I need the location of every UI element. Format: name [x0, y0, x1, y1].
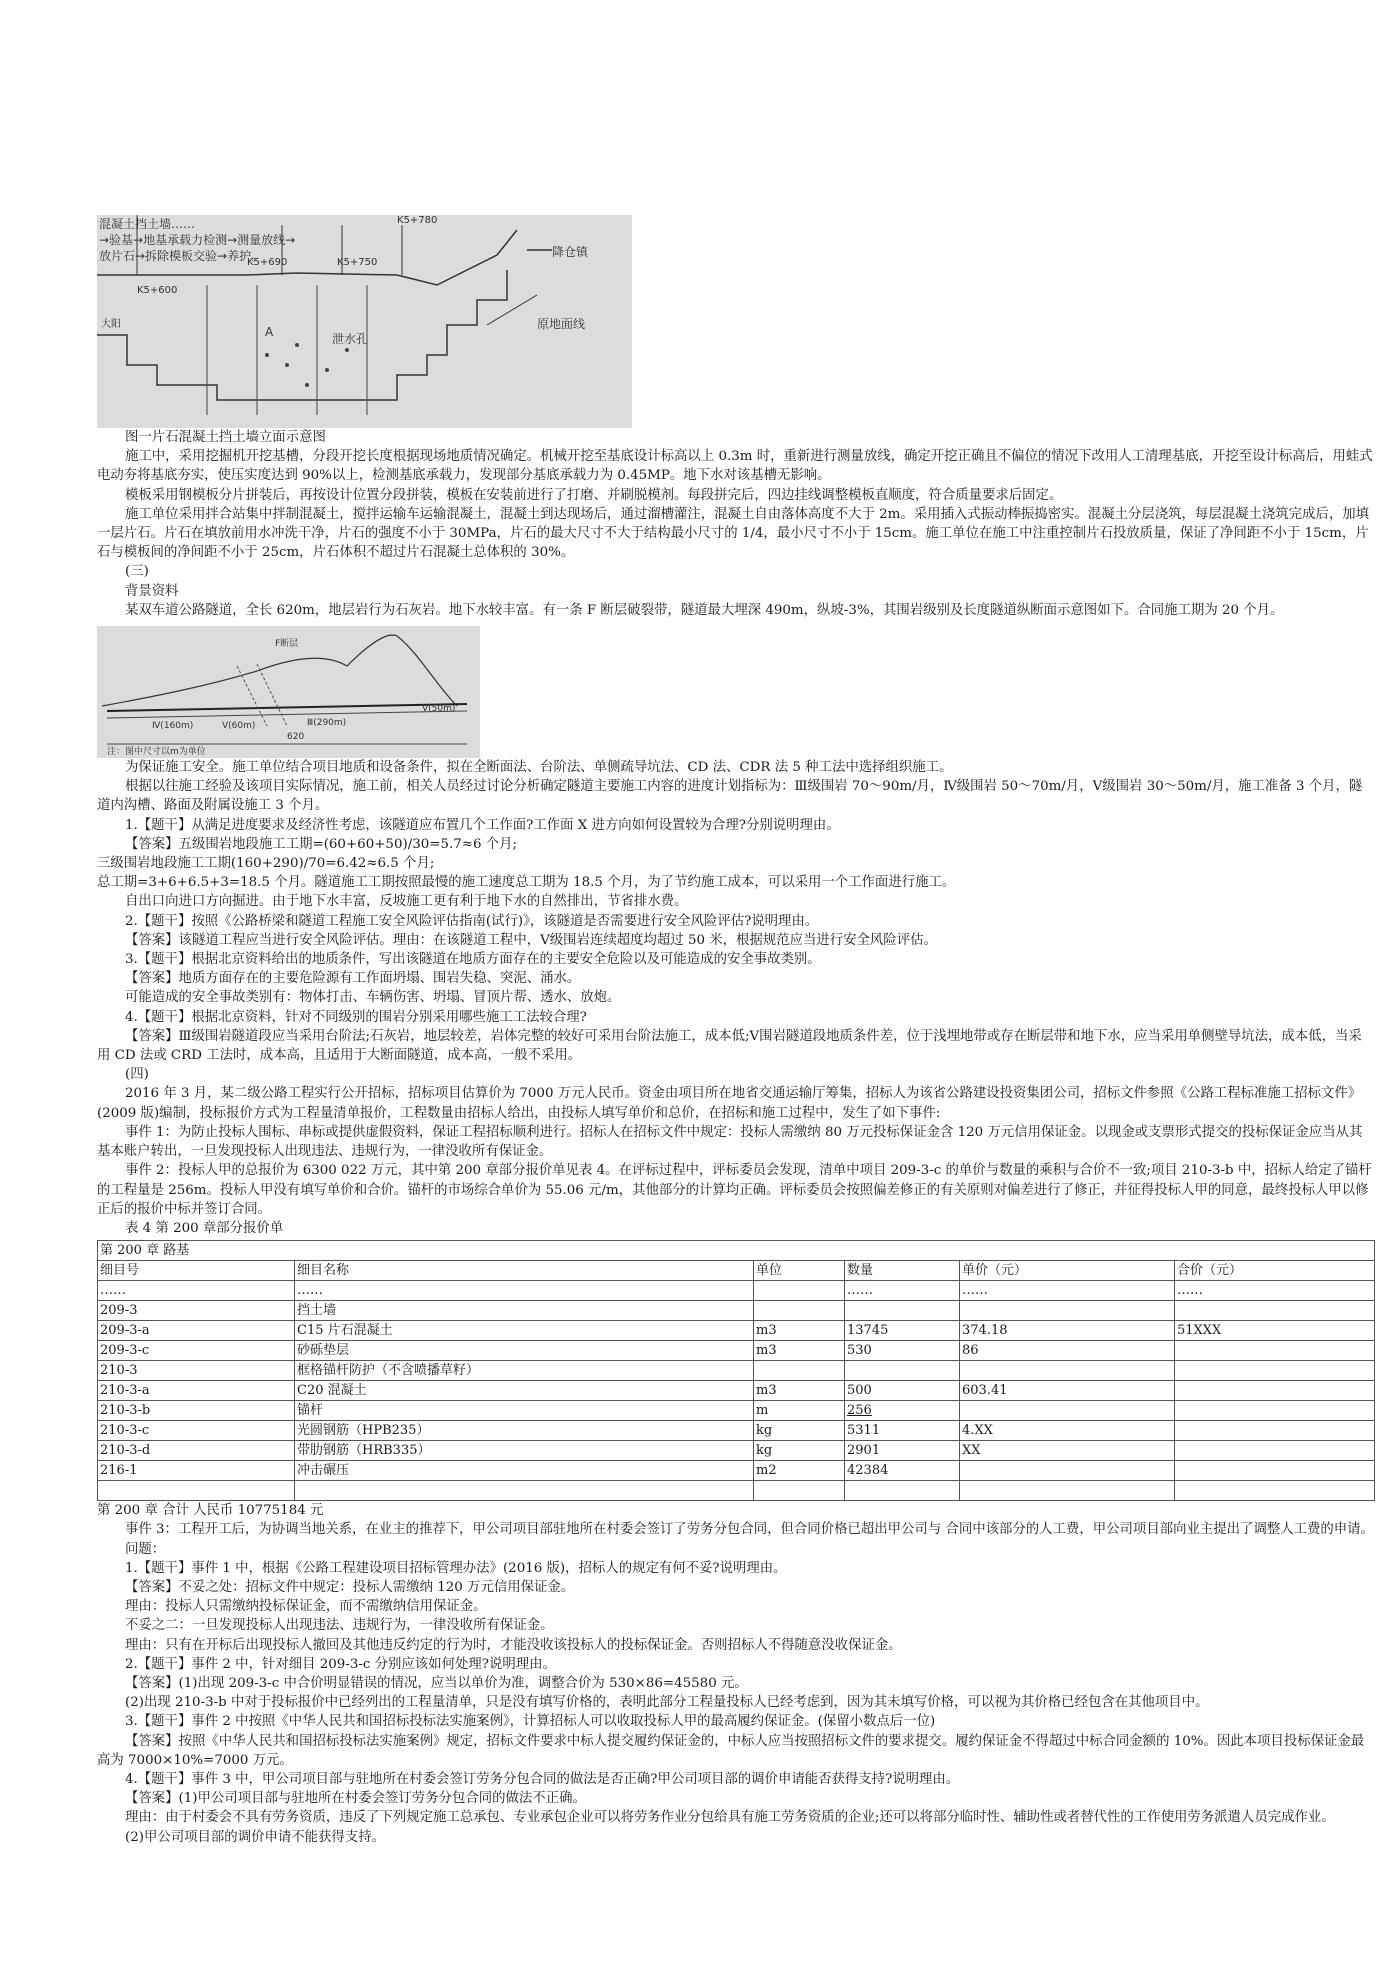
table-cell: kg	[754, 1441, 845, 1461]
west-label: 大阳	[101, 319, 121, 330]
table-cell	[1175, 1301, 1375, 1321]
answer: 【答案】(1)出现 209-3-c 中合价明显错误的情况，应当以单价为准，调整合价为 530×86=45580 元。	[125, 1675, 748, 1691]
grade-iv-label: Ⅳ(160m)	[152, 721, 194, 732]
drain-hole-label: 泄水孔	[332, 332, 369, 346]
question: 2.【题干】事件 2 中，针对细目 209-3-c 分别应该如何处理?说明理由。	[125, 1656, 556, 1672]
table-cell: 挡土墙	[295, 1301, 754, 1321]
station-label-2: K5+690	[247, 257, 288, 268]
answer-line: 总工期=3+6+6.5+3=18.5 个月。隧道施工工期按照最慢的施工速度总工期为 18.5 个月，为了节约施工成本，可以采用一个工作面进行施工。	[97, 875, 956, 891]
table-cell	[960, 1361, 1175, 1381]
table-cell: 210-3-d	[98, 1441, 295, 1461]
table-cell: 2901	[845, 1441, 960, 1461]
table-cell: ……	[1175, 1281, 1375, 1301]
paragraph: 事件 1：为防止投标人围标、串标或提供虚假资料，保证工程招标顺利进行。招标人在招标文件中规定：投标人需缴纳 80 万元投标保证金含 120 万元信用保证金。以现金或支票形式提交的投标保证金应当从其基本账户转出，一旦发现投标人出现违法、违规行为，一律没收所有保证金。	[97, 1124, 1363, 1160]
station-label-4: K5+780	[397, 215, 438, 226]
table-cell	[1175, 1341, 1375, 1361]
answer-line: 理由：只有在开标后出现投标人撤回及其他违反约定的行为时，才能没收该投标人的投标保证金。否则招标人不得随意没收保证金。	[125, 1637, 902, 1653]
question: 1.【题干】事件 1 中，根据《公路工程建设项目招标管理办法》(2016 版)，招标人的规定有何不妥?说明理由。	[125, 1560, 787, 1576]
tunnel-profile-figure	[97, 626, 480, 758]
question: 1.【题干】从满足进度要求及经济性考虑，该隧道应布置几个工作面?工作面 X 进方向如何设置较为合理?分别说明理由。	[125, 817, 840, 833]
table-cell	[1175, 1381, 1375, 1401]
section-text-2	[97, 758, 1375, 1219]
table-cell: m3	[754, 1341, 845, 1361]
table-row	[98, 1361, 1375, 1381]
table-cell	[98, 1481, 295, 1501]
table-cell: C20 混凝土	[295, 1381, 754, 1401]
table-row	[98, 1281, 1375, 1301]
table-cell	[960, 1401, 1175, 1421]
table-cell	[960, 1461, 1175, 1481]
table-row	[98, 1481, 1375, 1501]
table-cell	[1175, 1481, 1375, 1501]
header-quantity: 数量	[845, 1261, 960, 1281]
paragraph: 施工中，采用挖掘机开挖基槽，分段开挖长度根据现场地质情况确定。机械开挖至基底设计标高以上 0.3m 时，重新进行测量放线，确定开挖正确且不偏位的情况下改用人工清理基底，开挖至设计标高后，用蛙式电动夯将基底夯实，使压实度达到 90%以上，检测基底承载力，发现部分基底承载力为 0.45MP。地下水对该基槽无影响。	[97, 449, 1373, 484]
table-row	[98, 1341, 1375, 1361]
table-cell: C15 片石混凝土	[295, 1321, 754, 1341]
figure-note-1: 混凝土挡土墙……	[99, 217, 196, 231]
table-cell: XX	[960, 1441, 1175, 1461]
station-label-3: K5+750	[337, 257, 378, 268]
table-cell: m3	[754, 1321, 845, 1341]
paragraph: 施工单位采用拌合站集中拌制混凝土，搅拌运输车运输混凝土，混凝土到达现场后，通过溜槽灌注，混凝土自由落体高度不大于 2m。采用插入式振动棒振捣密实。混凝土分层浇筑，每层混凝土浇筑完成后，加填一层片石。片石在填放前用水冲洗干净，片石的强度不小于 30MPa，片石的最大尺寸不大于结构最小尺寸的 1/4，最小尺寸不小于 15cm。施工单位在施工中注重控制片石投放质量，保证了净间距不小于 15cm，片石与模板间的净间距不小于 25cm，片石体积不超过片石混凝土总体积的 30%。	[97, 506, 1370, 561]
figure1-caption: 图一片石混凝土挡土墙立面示意图	[125, 430, 326, 445]
table-cell: m2	[754, 1461, 845, 1481]
section-text-1	[97, 447, 1375, 620]
header-item-name: 细目名称	[295, 1261, 754, 1281]
paragraph: 模板采用钢模板分片拼装后，再按设计位置分段拼装，模板在安装前进行了打磨、并刷脱模剂。每段拼完后，四边挂线调整模板直顺度，符合质量要求后固定。	[125, 487, 1063, 503]
table-row	[98, 1401, 1375, 1421]
table-cell	[754, 1361, 845, 1381]
table-cell: 209-3-c	[98, 1341, 295, 1361]
table-cell: 209-3	[98, 1301, 295, 1321]
answer-line: 可能造成的安全事故类别有：物体打击、车辆伤害、坍塌、冒顶片帮、透水、放炮。	[125, 990, 621, 1006]
header-unit: 单位	[754, 1261, 845, 1281]
question: 2.【题干】按照《公路桥梁和隧道工程施工安全风险评估指南(试行)》，该隧道是否需要进行安全风险评估?说明理由。	[125, 913, 819, 929]
answer-line: 理由：投标人只需缴纳投标保证金，而不需缴纳信用保证金。	[125, 1599, 487, 1615]
answer: 【答案】Ⅲ级围岩隧道段应当采用台阶法;石灰岩，地层较差，岩体完整的较好可采用台阶法施工，成本低;Ⅴ围岩隧道段地质条件差，位于浅埋地带或存在断层带和地下水，应当采用单侧壁导坑法，成本低，当采用 CD 法或 CRD 工法时，成本高，且适用于大断面隧道，成本高，一般不采用。	[97, 1028, 1362, 1064]
grade-v-label-2: Ⅴ(50m)	[422, 704, 456, 715]
length-label: 620	[287, 732, 305, 743]
table-cell: 锚杆	[295, 1401, 754, 1421]
table-row	[98, 1381, 1375, 1401]
table-cell: 216-1	[98, 1461, 295, 1481]
answer-line: (2)甲公司项目部的调价申请不能获得支持。	[125, 1829, 385, 1845]
paragraph: 事件 2：投标人甲的总报价为 6300 022 万元，其中第 200 章部分报价单见表 4。在评标过程中，评标委员会发现，清单中项目 209-3-c 的单价与数量的乘积与合价不一致;项目 210-3-b 中，招标人给定了锚杆的工程量是 256m。投标人甲没有填写单价和合价。锚杆的市场综合单价为 55.06 元/m，其他部分的计算均正确。评标委员会按照偏差修正的有关原则对偏差进行了修正，并征得投标人甲的同意，最终投标人甲以修正后的报价中标并签订合同。	[97, 1163, 1372, 1217]
answer: 【答案】地质方面存在的主要危险源有工作面坍塌、围岩失稳、突泥、涌水。	[125, 971, 581, 987]
table-cell: 256	[845, 1401, 960, 1421]
table-cell: 带肋钢筋（HRB335）	[295, 1441, 754, 1461]
table-row	[98, 1441, 1375, 1461]
paragraph: 为保证施工安全。施工单位结合项目地质和设备条件，拟在全断面法、台阶法、单侧疏导坑法、CD 法、CDR 法 5 种工法中选择组织施工。	[125, 760, 953, 776]
answer: 【答案】该隧道工程应当进行安全风险评估。理由：在该隧道工程中，Ⅴ级围岩连续超度均超过 50 米，根据规范应当进行安全风险评估。	[125, 932, 937, 948]
table-cell: ……	[98, 1281, 295, 1301]
paragraph: 2016 年 3 月，某二级公路工程实行公开招标，招标项目估算价为 7000 万元人民币。资金由项目所在地省交通运输厅筹集，招标人为该省公路建设投资集团公司，招标文件参照《公路工程标准施工招标文件》(2009 版)编制，投标报价方式为工程量清单报价，工程数量由招标人给出，由投标人填写单价和总价，在招标和施工过程中，发生了如下事件:	[97, 1086, 1362, 1121]
table-cell: 13745	[845, 1321, 960, 1341]
table-row	[98, 1321, 1375, 1341]
header-total-price: 合价（元）	[1175, 1261, 1375, 1281]
answer-line: (2)出现 210-3-b 中对于投标报价中已经列出的工程量清单，只是没有填写价格的，表明此部分工程量投标人已经考虑到，因为其未填写价格，可以视为其价格已经包含在其他项目中。	[125, 1695, 1209, 1711]
table-cell	[1175, 1421, 1375, 1441]
table-cell	[845, 1481, 960, 1501]
grade-v-label-1: Ⅴ(60m)	[222, 721, 256, 732]
document-page	[97, 215, 1375, 1847]
answer: 【答案】不妥之处：招标文件中规定：投标人需缴纳 120 万元信用保证金。	[125, 1579, 575, 1595]
table-cell	[845, 1361, 960, 1381]
table-cell	[1175, 1441, 1375, 1461]
price-table	[97, 1240, 1375, 1501]
table-row	[98, 1461, 1375, 1481]
table-cell	[845, 1301, 960, 1321]
paragraph: 事件 3：工程开工后，为协调当地关系，在业主的推荐下，甲公司项目部驻地所在村委会签订了劳务分包合同，但合同价格已超出甲公司与 合同中该部分的人工费，甲公司项目部向业主提出了调整人工费的申请。	[125, 1522, 1374, 1538]
answer: 【答案】按照《中华人民共和国招标投标法实施案例》规定，招标文件要求中标人提交履约保证金的，中标人应当按照招标文件的要求提交。履约保证金不得超过中标合同金额的 10%。因此本项目投标保证金最高为 7000×10%=7000 万元。	[97, 1733, 1365, 1768]
section-number: (三)	[125, 564, 149, 580]
table-cell: 603.41	[960, 1381, 1175, 1401]
table-header-row	[98, 1261, 1375, 1281]
table-cell: ……	[845, 1281, 960, 1301]
table-cell: 210-3	[98, 1361, 295, 1381]
table-total: 第 200 章 合计 人民币 10775184 元	[97, 1503, 324, 1519]
answer: 【答案】(1)甲公司项目部与驻地所在村委会签订劳务分包合同的做法不正确。	[125, 1791, 586, 1807]
table-cell: 500	[845, 1381, 960, 1401]
table-cell: 光圆钢筋（HPB235）	[295, 1421, 754, 1441]
table-cell: kg	[754, 1421, 845, 1441]
table-cell	[1175, 1401, 1375, 1421]
section-heading: 问题：	[125, 1541, 166, 1557]
question: 4.【题干】事件 3 中，甲公司项目部与驻地所在村委会签订劳务分包合同的做法是否正确?甲公司项目部的调价申请能否获得支持?说明理由。	[125, 1771, 960, 1787]
section-heading: 背景资料	[125, 583, 179, 599]
question: 4.【题干】根据北京资料，针对不同级别的围岩分别采用哪些施工工法较合理?	[125, 1009, 587, 1025]
answer-line: 不妥之二：一旦发现投标人出现违法、违规行为，一律没收所有保证金。	[125, 1618, 554, 1634]
table-cell: 4.XX	[960, 1421, 1175, 1441]
table-row	[98, 1421, 1375, 1441]
table-cell: 框格锚杆防护（不含喷播草籽）	[295, 1361, 754, 1381]
section-a-label: A	[265, 325, 274, 339]
paragraph: 根据以往施工经验及该项目实际情况，施工前，相关人员经过讨论分析确定隧道主要施工内容的进度计划指标为：Ⅲ级围岩 70～90m/月，Ⅳ级围岩 50～70m/月，Ⅴ级围岩 30～50m/月，施工准备 3 个月，隧道内沟槽、路面及附属设施工 3 个月。	[97, 779, 1363, 814]
answer-line: 理由：由于村委会不具有劳务资质，违反了下列规定施工总承包、专业承包企业可以将劳务作业分包给具有施工劳务资质的企业;还可以将部分临时性、辅助性或者替代性的工作使用劳务派遣人员完成作业。	[125, 1810, 1335, 1826]
question: 3.【题干】根据北京资料给出的地质条件，写出该隧道在地质方面存在的主要安全危险以及可能造成的安全事故类别。	[125, 952, 821, 968]
table-cell: 86	[960, 1341, 1175, 1361]
question: 3.【题干】事件 2 中按照《中华人民共和国招标投标法实施案例》，计算招标人可以收取投标人甲的最高履约保证金。(保留小数点后一位)	[125, 1714, 936, 1730]
figure-note-3: 放片石→拆除模板交验→养护。	[99, 249, 264, 263]
table-cell: 210-3-c	[98, 1421, 295, 1441]
table-cell: 209-3-a	[98, 1321, 295, 1341]
table-cell	[754, 1301, 845, 1321]
station-label-1: K5+600	[137, 285, 178, 296]
table-cell: 51XXX	[1175, 1321, 1375, 1341]
table-cell	[754, 1281, 845, 1301]
table-cell: 5311	[845, 1421, 960, 1441]
table-row	[98, 1301, 1375, 1321]
answer-line: 自出口向进口方向掘进。由于地下水丰富，反坡施工更有利于地下水的自然排出，节省排水费。	[125, 894, 688, 910]
chapter-title-row	[98, 1241, 1375, 1261]
table-cell: ……	[295, 1281, 754, 1301]
table-cell: 530	[845, 1341, 960, 1361]
town-label: 降仓镇	[552, 245, 589, 259]
retaining-wall-figure	[97, 215, 632, 428]
section-number: (四)	[125, 1067, 149, 1083]
grade-iii-label: Ⅲ(290m)	[307, 718, 347, 729]
table-cell	[960, 1301, 1175, 1321]
table-cell	[295, 1481, 754, 1501]
answer: 【答案】五级围岩地段施工工期=(60+60+50)/30=5.7≈6 个月;	[125, 836, 518, 852]
table-cell	[754, 1481, 845, 1501]
table-cell: m	[754, 1401, 845, 1421]
chapter-title: 第 200 章 路基	[98, 1241, 1375, 1261]
table-cell: 砂砾垫层	[295, 1341, 754, 1361]
header-unit-price: 单价（元）	[960, 1261, 1175, 1281]
table-cell: ……	[960, 1281, 1175, 1301]
table-caption: 表 4 第 200 章部分报价单	[125, 1220, 284, 1236]
figure-note-2: →验基→地基承载力检测→测量放线→	[99, 233, 296, 247]
table-cell: 42384	[845, 1461, 960, 1481]
table-cell	[1175, 1461, 1375, 1481]
section-text-3	[97, 1520, 1375, 1846]
header-item-no: 细目号	[98, 1261, 295, 1281]
table-cell: 374.18	[960, 1321, 1175, 1341]
ground-line-label: 原地面线	[537, 317, 586, 331]
answer-line: 三级围岩地段施工工期(160+290)/70=6.42≈6.5 个月;	[97, 856, 435, 872]
table-cell	[960, 1481, 1175, 1501]
table-cell: 210-3-a	[98, 1381, 295, 1401]
paragraph: 某双车道公路隧道，全长 620m，地层岩行为石灰岩。地下水较丰富。有一条 F 断层破裂带，隧道最大埋深 490m，纵坡-3%，其围岩级别及长度隧道纵断面示意图如下。合同施工期为 20 个月。	[125, 602, 1284, 618]
fault-label: F断层	[275, 639, 299, 650]
table-cell: 210-3-b	[98, 1401, 295, 1421]
unit-note: 注：图中尺寸以m为单位	[107, 747, 206, 758]
table-cell	[1175, 1361, 1375, 1381]
table-cell: m3	[754, 1381, 845, 1401]
table-cell: 冲击碾压	[295, 1461, 754, 1481]
